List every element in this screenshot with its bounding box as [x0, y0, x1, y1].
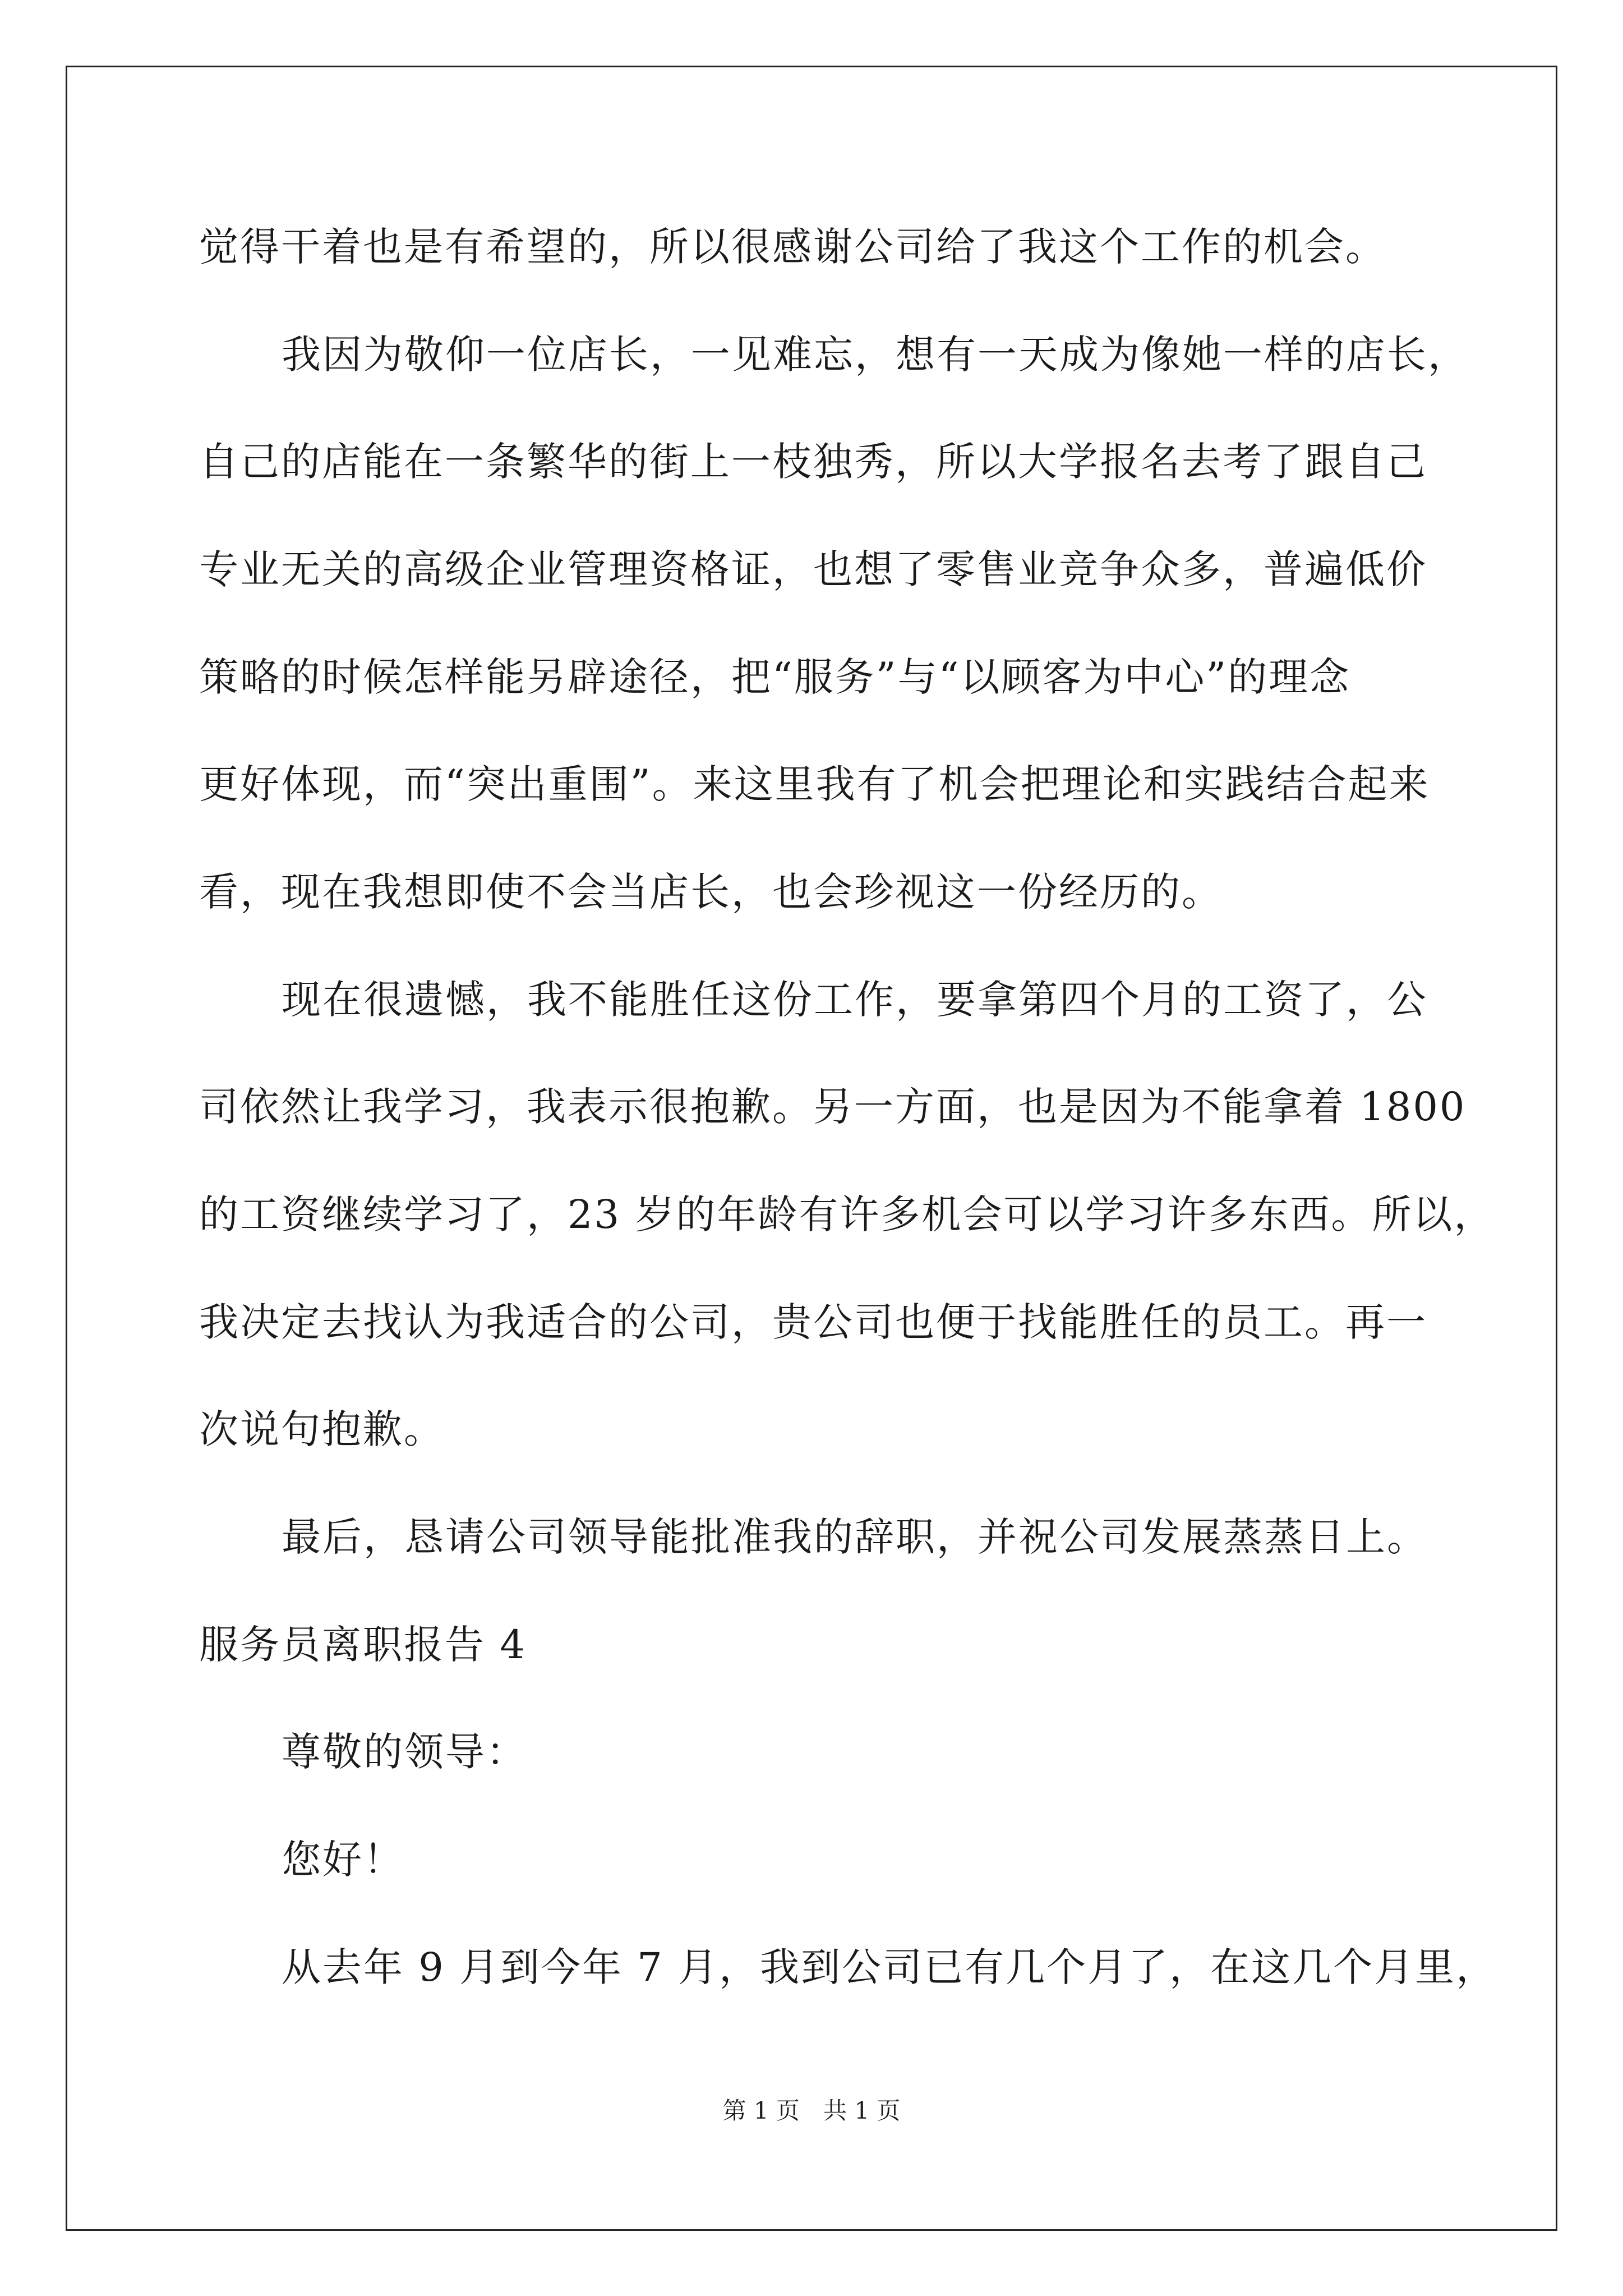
text-line: 次说句抱歉。: [199, 1406, 445, 1452]
text-line: 司依然让我学习，我表示很抱歉。另一方面，也是因为不能拿着 1800: [199, 1084, 1467, 1130]
text-line: 现在很遗憾，我不能胜任这份工作，要拿第四个月的工资了，公: [282, 977, 1428, 1023]
text-line: 的工资继续学习了，23 岁的年龄有许多机会可以学习许多东西。所以，: [199, 1191, 1495, 1237]
text-line: 觉得干着也是有希望的，所以很感谢公司给了我这个工作的机会。: [199, 224, 1386, 270]
salutation: 尊敬的领导：: [282, 1729, 527, 1775]
text-line: 专业无关的高级企业管理资格证，也想了零售业竞争众多，普遍低价: [199, 546, 1427, 592]
page-footer: 第 1 页 共 1 页: [722, 2097, 901, 2124]
section-heading: 服务员离职报告 4: [199, 1622, 527, 1668]
text-line: 策略的时候怎样能另辟途径，把“服务”与“以顾客为中心”的理念: [199, 654, 1351, 700]
text-line: 最后，恳请公司领导能批准我的辞职，并祝公司发展蒸蒸日上。: [282, 1514, 1428, 1560]
page-border: [66, 66, 1557, 2231]
text-line: 我因为敬仰一位店长，一见难忘，想有一天成为像她一样的店长，: [282, 332, 1469, 378]
text-line: 更好体现，而“突出重围”。来这里我有了机会把理论和实践结合起来: [199, 761, 1430, 807]
text-line: 自己的店能在一条繁华的街上一枝独秀，所以大学报名去考了跟自己: [199, 439, 1427, 485]
text-line: 看，现在我想即使不会当店长，也会珍视这一份经历的。: [199, 869, 1223, 915]
text-line: 从去年 9 月到今年 7 月，我到公司已有几个月了，在这几个月里，: [282, 1944, 1497, 1990]
text-line: 我决定去找认为我适合的公司，贵公司也便于找能胜任的员工。再一: [199, 1299, 1427, 1345]
greeting: 您好！: [282, 1837, 404, 1883]
